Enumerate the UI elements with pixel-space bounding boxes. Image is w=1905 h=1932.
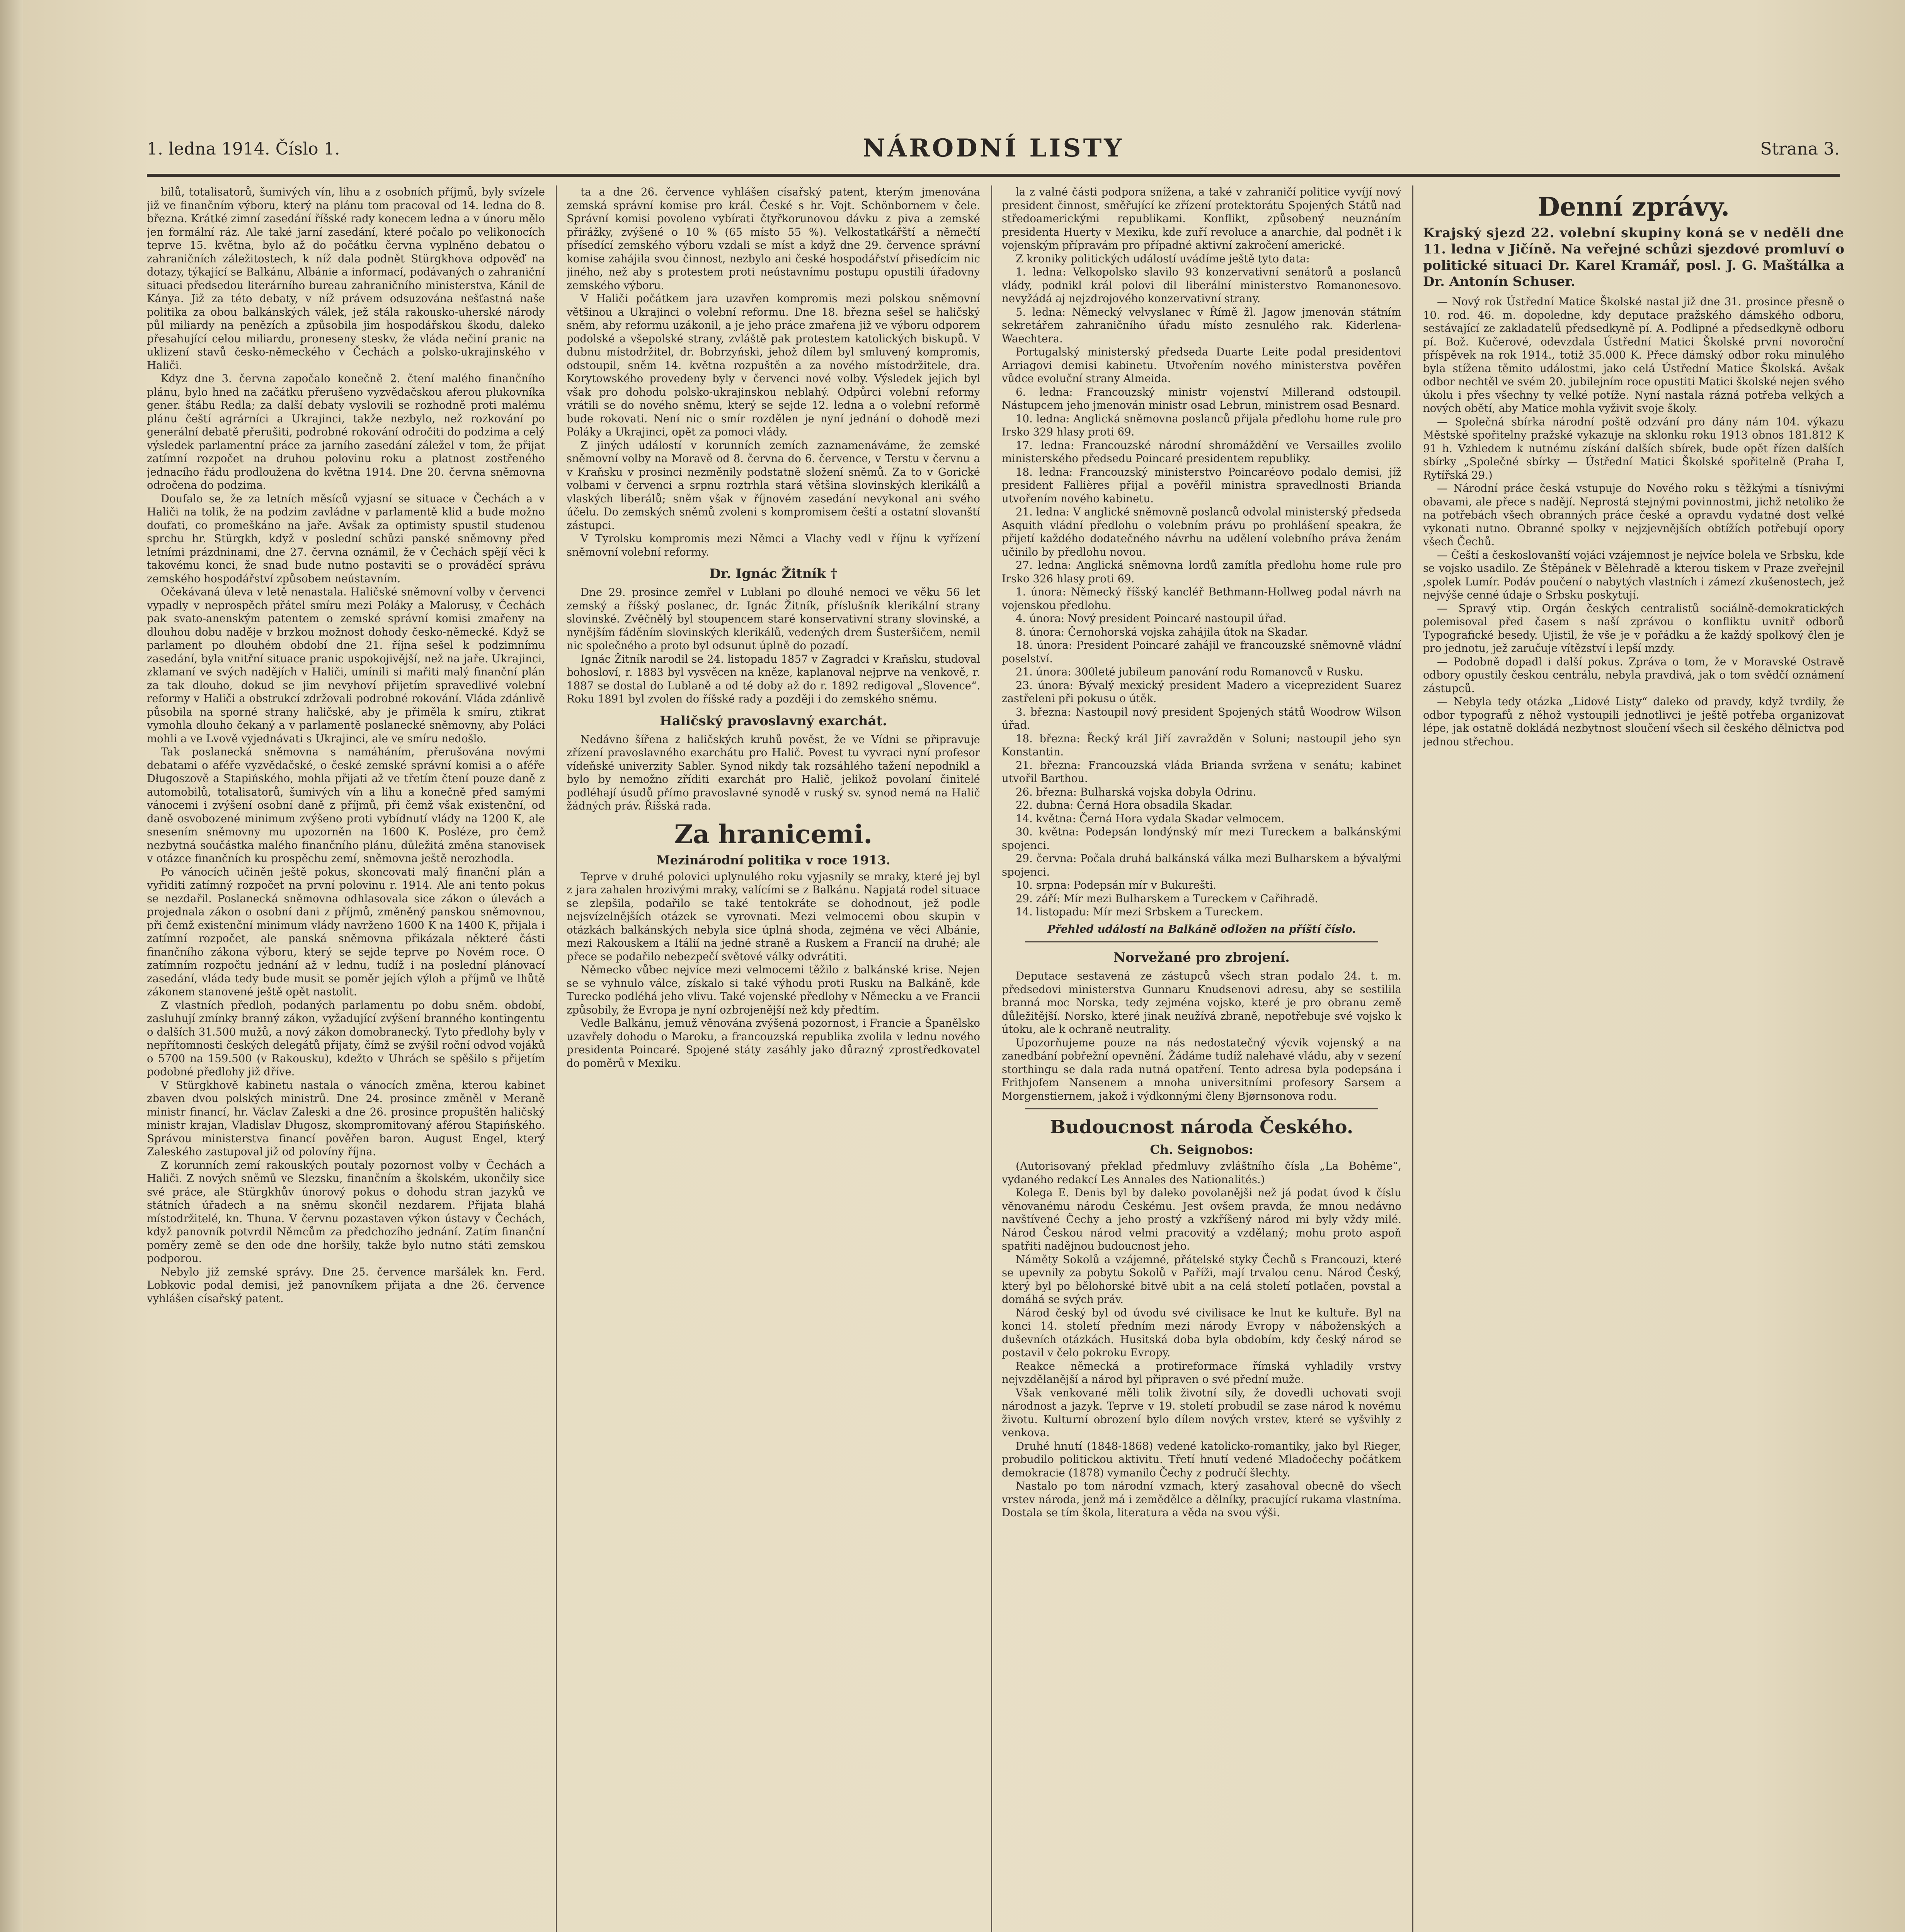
chronicle-entry: 1. ledna: Velkopolsko slavilo 93 konzervativní senátorů a poslanců vlády, podnikl král polovi dil liberální ministerstvo Romanonesovo. nevyžádá aj nejzdrojového konzervativní strany. — [1002, 265, 1401, 305]
chronicle-entry: 5. ledna: Německý velvyslanec v Římě žl. Jagow jmenován státním sekretářem zahraničního úřadu místo zesnulého rak. Kiderlena-Waechtera. — [1002, 305, 1401, 345]
chronicle-entry: 21. února: 300leté jubileum panování rodu Romanovců v Rusku. — [1016, 665, 1364, 678]
chronicle-entry: 1. února: Německý říšský kancléř Bethmann-Hollweg podal návrh na vojenskou předlohu. — [1002, 585, 1401, 612]
section-subheading: Mezinárodní politika v roce 1913. — [656, 852, 890, 867]
chronicle-entry: 17. ledna: Francouzské národní shromáždění ve Versailles zvolilo ministerského předsedu Poincaré presidentem republiky. — [1002, 439, 1401, 465]
chronicle-entry: 21. března: Francouzská vláda Brianda svržena v senátu; kabinet utvořil Barthou. — [1002, 759, 1401, 785]
article-heading: Dr. Ignác Žitník † — [709, 566, 838, 582]
chronicle-entry: 29. června: Počala druhá balkánská válka mezi Bulharskem a bývalými spojenci. — [1002, 852, 1401, 878]
chronicle-entry: 3. března: Nastoupil nový president Spojených států Woodrow Wilson úřad. — [1002, 705, 1401, 731]
chronicle-entry: 30. května: Podepsán londýnský mír mezi Tureckem a balkánskými spojenci. — [1002, 825, 1401, 852]
paragraph: (Autorisovaný překlad předmluvy zvláštního čísla „La Bohême“, vydaného redakcí Les Annales des Nationalités.) — [1002, 1160, 1401, 1186]
paragraph: la z valné části podpora snížena, a také v zahraničí politice vyvíjí nový president činnost, směřující ke zřízení protektorátu Spojených Států nad středoamerickými republikami. Konflikt, způsobený neuznáním presidenta Huerty v Mexiku, kde zuří revoluce a anarchie, dal podnět i k vojenským přípravám pro případné aktivní zakročení americké. — [1002, 185, 1401, 252]
paragraph: Národ český byl od úvodu své civilisace ke lnut ke kultuře. Byl na konci 14. století předním mezi národy Evropy v náboženských a duševních otázkách. Husitská doba byla obdobím, kdy český národ se postavil v čelo pokroku Evropy. — [1002, 1306, 1401, 1359]
page-number: Strana 3. — [1760, 139, 1840, 159]
paragraph: — Spravý vtip. Orgán českých centralistů sociálně-demokratických polemisoval před časem s naší zprávou o konfliktu uvnitř odborů Typografické besedy. Ujistil, že vše je v pořádku a že každý spolkový člen je pro jednotu, jež zaručuje vítězství i lepší mzdy. — [1423, 602, 1844, 655]
paragraph: — Nový rok Ústřední Matice Školské nastal již dne 31. prosince přesně o 10. rod. 46. m. dopoledne, kdy deputace pražského dámského odboru, sestávající ze zakladatelů předsedkyně pí. A. Podlipné a předsedkyně odboru pí. Bož. Kučerové, odevzdala Ústřední Matici Školské první novoroční příspěvek na rok 1914., totiž 35.000 K. Přece dámský odbor roku minulého byla stížena těmito událostmi, jako celá Ústřední Matice Školská. Avšak odbor nechtěl ve svém 20. jubilejním roce opustiti Matici školské nejen svého úkolu i přes všechny ty velké potíže. Nyní nastala rázná potřeba velkých a nových obětí, aby Matice mohla vyživit svoje školy. — [1423, 295, 1844, 415]
chronicle-entry: 10. srpna: Podepsán mír v Bukurešti. — [1016, 879, 1217, 891]
column-rule — [556, 185, 557, 1932]
paragraph: Kdyz dne 3. června započalo konečně 2. čtení malého finančního plánu, bylo hned na začátku přerušeno vyzvědačskou aferou plukovníka gener. štábu Redla; za další debaty vyslovili se rozhodně proti malému plánu čeští agrárníci a Ukrajinci, takže nezbylo, než rozkování po generální debatě přerušiti, podrobné rokování odročiti do podzima a celý výsledek parlamentní práce za jarního zasedání záležel v tom, že přijat zatímní rozpočet na druhou polovinu roku a platnost zostřeného jednacího řádu prodloužena do května 1914. Dne 20. června sněmovna odročena do podzima. — [147, 372, 545, 492]
paragraph: V Tyrolsku kompromis mezi Němci a Vlachy vedl v říjnu k vyřízení sněmovní volební reformy. — [567, 532, 980, 558]
paragraph: Nastalo po tom národní vzmach, který zasahoval obecně do všech vrstev národa, jenž má i zemědělce a dělníky, pracující rukama vlastníma. Dostala se tím škola, literatura a věda na svou výši. — [1002, 1480, 1401, 1519]
column-4 — [1423, 185, 1844, 1932]
paragraph: Kolega E. Denis byl by daleko povolanějši než já podat úvod k číslu věnovanému národu Českému. Jest ovšem pravda, že mnou nedávno navštívené Čechy a jeho prostý a vzkříšený národ mi byly vždy milé. Národ Českou národ velmi pracovitý a vzdělaný; mohu proto aspoň spatřiti nadějnou budoucnost jeho. — [1002, 1186, 1401, 1252]
paragraph: Dne 29. prosince zemřel v Lublani po dlouhé nemoci ve věku 56 let zemský a říšský poslanec, dr. Ignác Žitník, příslušník klerikální strany slovinské. Zvěčnělý byl stoupencem staré konservativní strany slovinské, a nynějším fáděním slovinských klerikálů, vedených drem Šusteršičem, nemil nic společného a proto byl odsunut úplně do pozadí. — [567, 586, 980, 652]
chronicle-entry: 18. února: President Poincaré zahájil ve francouzské sněmovně vládní poselství. — [1002, 639, 1401, 665]
divider — [1025, 1108, 1378, 1109]
paragraph: Nedávno šířena z haličských kruhů pověst, že ve Vídni se připravuje zřízení pravoslavného exarchátu pro Halič. Povest tu vyvraci nyní profesor vídeňské univerzity Sabler. Synod nikdy tak rozsáhlého tažení nepodnikl a bylo by nemožno zříditi exarchát pro Halič, jelikož povolaní činitelé podléhají úsudů přímo pravoslavné synodě v ruský sv. synod nemá na Halič žádných práv. Říšská rada. — [567, 733, 980, 812]
chronicle-entry: 18. ledna: Francouzský ministerstvo Poincaréovo podalo demisi, jíž president Fallières přijal a pověřil ministra spravedlnosti Brianda utvořením nového kabinetu. — [1002, 465, 1401, 505]
paragraph: Ignác Žitník narodil se 24. listopadu 1857 v Zagradci v Kraňsku, studoval bohosloví, r. 1883 byl vysvěcen na kněze, kaplanoval nejprve na venkově, r. 1887 se dostal do Lublaně a od té doby až do r. 1892 redigoval „Slovence“. Roku 1891 byl zvolen do říšské rady a později i do zemského sněmu. — [567, 652, 980, 705]
chronicle-entry: 22. dubna: Černá Hora obsadila Skadar. — [1016, 799, 1233, 811]
chronicle-entry: 10. ledna: Anglická sněmovna poslanců přijala předlohu home rule pro Irsko 329 hlasy proti 69. — [1002, 412, 1401, 438]
chronicle-entry: 26. března: Bulharská vojska dobyla Odrinu. — [1016, 785, 1256, 798]
paragraph: — Podobně dopadl i další pokus. Zpráva o tom, že v Moravské Ostravě odbory opustily českou centrálu, nebyla pravdivá, jak o tom svědčí oznámení zástupců. — [1423, 655, 1844, 695]
paragraph: V Stürgkhově kabinetu nastala o vánocích změna, kterou kabinet zbaven dvou polských ministrů. Dne 24. prosince změněl v Meraně ministr financí, hr. Václav Zaleski a dne 26. prosince propuštěn haličský ministr krajan, Vladislav Długosz, skompromitovaný aférou Stapińského. Správou ministerstva financí pověřen baron. August Engel, který Zaleského zastupoval již od polovíny října. — [147, 1078, 545, 1158]
paragraph: — Čeští a českoslovanští vojáci vzájemnost je nejvíce bolela ve Srbsku, kde se vojsko usadilo. Ze Štěpánek v Bělehradě a kterou tiskem v Praze zveřejnil ,spolek Lumír. Podáv poučení o nabytých vlastních i zámezí zkušenostech, jež nejvýše cenné údaje o Srbsku poskytují. — [1423, 548, 1844, 601]
paragraph: Očekávaná úleva v letě nenastala. Haličské sněmovní volby v červenci vypadly v neprospěch přátel smíru mezi Poláky a Malorusy, v Čechách pak svato-anenským patentem o zemské správní komisi zmařeny na dlouhou dobu naděje v brzkou možnost dohody česko-německé. Když se parlament po dlouhém období dne 21. října sešel k podzimnímu zasedání, byla vnitřní situace pranic uspokojivější, než na jaře. Ukrajinci, zklamaní ve svých nadějích v Haliči, umínili si mařiti malý finanční plán za tak dlouho, dokud se jim nevyhoví přijetím spravedlivé volební reformy v Haliči a obstrukcí zdržovali podrobné rokování. Vláda zdánlivě působila na sporné strany haličské, aby je přiměla k smíru, ztikrat vymohla dlouho čekaný a v parlamentě poslanecké sněmovny, aby Poláci mohli a ve Lvově vyjednávati s Ukrajinci, ale ve smíru nedošlo. — [147, 585, 545, 745]
chronicle-entry: 14. května: Černá Hora vydala Skadar velmocem. — [1016, 812, 1285, 825]
chronicle-entry: 21. ledna: V anglické sněmovně poslanců odvolal ministerský předseda Asquith vládní předlohu o volebním právu po prohlášení speakra, že přijetí každého dodatečného návrhu na udělení volebního práva ženám učinilo by předlohu novou. — [1002, 505, 1401, 558]
paragraph: Náměty Sokolů a vzájemné, přátelské styky Čechů s Francouzi, které se upevnily za pobytu Sokolů v Paříži, mají trvalou cenu. Národ Český, který byl po bělohorské bitvě ubit a na celá století potlačen, povstal a domáhá se svých práv. — [1002, 1253, 1401, 1306]
article-heading: Haličský pravoslavný exarchát. — [659, 713, 887, 729]
divider — [1025, 941, 1378, 942]
section-heading: Za hranicemi. — [674, 819, 873, 849]
paragraph: Německo vůbec nejvíce mezi velmocemi těžilo z balkánské krise. Nejen se se vyhnulo válce, získalo si také výhodu proti Rusku na Balkáně, kde Turecko podléhá jeho vlivu. Také vojenské předlohy v Německu a ve Francii způsobily, že Evropa je nyní ozbrojenější než kdy předtím. — [567, 963, 980, 1016]
paragraph: Z vlastních předloh, podaných parlamentu po dobu sněm. období, zasluhují zmínky branný zákon, vyžadující zvýšení branného kontingentu o dalších 31.500 mužů, a nový zákon domobranecký. Tyto předlohy byly v nepřítomnosti českých delegátů přijaty, čímž se zvýšil roční odvod vojáků o 5700 na 159.500 (v Rakousku), kdežto v Uhrách se spěšilo s přijetím podobné předlohy již dříve. — [147, 998, 545, 1078]
paragraph: — Společná sbírka národní poště odzvání pro dány nám 104. výkazu Městské spořitelny pražské vykazuje na sklonku roku 1913 obnos 181.812 K 91 h. Vzhledem k nutnému získání dalších sbírek, bude opět řízen dalších sbírky „Společné sbírky — Ústřední Matici Školské spořitelně (Praha I, Rytířská 29.) — [1423, 415, 1844, 481]
paragraph: Tak poslanecká sněmovna s namáháním, přerušována novými debatami o aféře vyzvědačské, o české zemské správní komisi a o aféře Długoszově a Stapińského, mohla přijati až ve třetím čtení pouze daně z automobilů, totalisatorů, šumivých vín a lihu a konečně před samými vánocemi i zvýšení osobní daně z příjmů, při čemž však existenční, od daně osvobozené minimum zvýšeno proti vybídnutí vlády na 1200 K, ale snesením sněmovny mu upozorněn na 1600 K. Posléze, pro čemž nezbytná součástka malého finančního plánu, důležitá změna stanovisek v otázce finančních ku prospěchu zemí, sněmovna ještě nerozhodla. — [147, 745, 545, 865]
paragraph: — Národní práce česká vstupuje do Nového roku s těžkými a tísnivými obavami, ale přece s nadějí. Neprostá stejnými povinnostmi, jichž netoliko že na potřebách všech obranných práce české a opravdu vydatné dost velké vykonati nutno. Obranné spolky v nejzjevnějších obtížích potřebují opory všech Čechů. — [1423, 482, 1844, 548]
author-line: Ch. Seignobos: — [1150, 1142, 1253, 1157]
paragraph: Reakce německá a protireformace římská vyhladily vrstvy nejvzdělanější a národ byl připraven o své přední muže. — [1002, 1359, 1401, 1386]
paragraph: Vedle Balkánu, jemuž věnována zvýšená pozornost, i Francie a Španělsko uzavřely dohodu o Maroku, a francouzská republika zvolila v lednu nového presidenta Poincaré. Spojené státy zasáhly jako důrazný zprostředkovatel do poměrů v Mexiku. — [567, 1017, 980, 1070]
paragraph: ta a dne 26. července vyhlášen císařský patent, kterým jmenována zemská správní komise pro král. České s hr. Vojt. Schönbornem v čele. Správní komisi povoleno vybírati čtyřkorunovou dávku z piva a zemské přirážky, zvýšené o 10 % (65 místo 55 %). Velkostatkářští a němečtí přísedící zemského výboru vzdali se míst a když dne 29. července správní komise zahájila svou činnost, nezbylo ani české hospodářství přisedícím nic jiného, než aby s protestem proti neústavnímu postupu opustili úřadovny zemského výboru. — [567, 185, 980, 292]
page-spine — [0, 0, 23, 1932]
chronicle-entry: 4. února: Nový president Poincaré nastoupil úřad. — [1016, 612, 1287, 625]
paragraph: Z jiných událostí v korunních zemích zaznamenáváme, že zemské sněmovní volby na Moravě od 8. června do 6. července, v Terstu v červnu a v Kraňsku v prosinci nezměnily podstatně složení sněmů. Za to v Gorické volbami v červenci a srpnu roztrhla stará většina slovinských klerikálů a vlaských liberálů; sněm však v říjnovém zasedání nevykonal ani svého účelu. Do zemských sněmů zvoleni s kompromisem čeští a ostatní slovanští zástupci. — [567, 439, 980, 532]
editorial-note: Přehled událostí na Balkáně odložen na příští číslo. — [1047, 922, 1356, 935]
chronicle-entry: 6. ledna: Francouzský ministr vojenství Millerand odstoupil. Nástupcem jeho jmenován ministr osad Lebrun, ministrem osad Besnard. — [1002, 385, 1401, 412]
column-3 — [1002, 185, 1401, 1932]
column-2 — [567, 185, 980, 1932]
chronicle-entry: 14. listopadu: Mír mezi Srbskem a Tureckem. — [1016, 905, 1263, 918]
paragraph: Však venkované měli tolik životní síly, že dovedli uchovati svoji národnost a jazyk. Teprve v 19. století probudil se zase národ k novému životu. Kulturní obrození bylo dílem nových vrstev, které se vyšvihly z venkova. — [1002, 1386, 1401, 1439]
chronicle-entry: 8. února: Černohorská vojska zahájila útok na Skadar. — [1016, 625, 1308, 638]
issue-line: 1. ledna 1914. Číslo 1. — [147, 139, 340, 159]
chronicle-entry: 27. ledna: Anglická sněmovna lordů zamítla předlohu home rule pro Irsko 326 hlasy proti 69. — [1002, 559, 1401, 585]
chronicle-entry: 29. září: Mír mezi Bulharskem a Tureckem v Cařihradě. — [1016, 892, 1318, 905]
paragraph: Po vánocích učiněn ještě pokus, skoncovati malý finanční plán a vyřiditi zatímný rozpočet na první polovinu r. 1914. Ale ani tento pokus se nezdařil. Poslanecká sněmovna odhlasovala sice zákon o úlevách a projednala zákon o osobní dani z příjmů, změněný panskou sněmovnou, při čemž existenční minimum vlády navrženo 1600 K na 1400 K, přijala i zatímní rozpočet, ale panská sněmovna přikázala některé části finančního zákona výboru, který se sejde teprve po Novém roce. O zatímním rozpočtu jednání až v lednu, tudíž i na poslední plánovací zasedání, vláda tedy bude musit se poměr jejích výloh a příjmů ve lhůtě zákonem stanovené ještě opět nastolit. — [147, 865, 545, 998]
column-1 — [147, 185, 545, 1932]
paragraph: Z korunních zemí rakouských poutaly pozornost volby v Čechách a Haliči. Z nových sněmů ve Slezsku, finančním a školském, ukončily sice své práce, ale Stürgkhův únorový pokus o dohodu stran jazyků ve státních úřadech a na sněmu skončil nezdarem. Přijata blahá místodržitelé, kn. Thuna. V červnu pozastaven výkon ústavy v Čechách, když panovník potvrdil Němcům za předchozího jednání. Zatím finanční poměry země se den ode dne horšily, takže bylo nutno státi zemskou podporou. — [147, 1158, 545, 1265]
paragraph: V Haliči počátkem jara uzavřen kompromis mezi polskou sněmovní většinou a Ukrajinci o volební reformu. Dne 18. března sešel se haličský sněm, aby reformu uzákonil, a je jeho práce zmařena již ve výboru odporem podolské a všepolské strany, zvláště pak protestem katolických biskupů. V dubnu místodržitel, dr. Bobrzyński, jehož dílem byl smluvený kompromis, odstoupil, sněm 14. května rozpuštěn a za nového místodržitele, dra. Korytowského provedeny byly v červenci nové volby. Výsledek jejich byl však pro dohodu polsko-ukrajinskou neblahý. Odpůrci volební reformy vrátili se do nového sněmu, který se sejde 12. ledna a o volební reformě bude rokovati. Není nic o smír rozdělen je nyní jednání o dohodě mezi Poláky a Ukrajinci, opět za pomoci vlády. — [567, 292, 980, 438]
column-rule — [1412, 185, 1413, 1932]
page-header — [147, 131, 1840, 177]
article-heading: Norvežané pro zbrojení. — [1113, 950, 1290, 965]
paragraph: Upozorňujeme pouze na nás nedostatečný výcvik vojenský a na zanedbání pobřežní opevnění. Žádáme tudíž nalehavé vládu, aby v sezení storthingu se dala rada nutná opatření. Tento adresa byla podepsána i Frithjofem Nansenem a mnoha universitními profesory Sarsem a Morgenstiernem, jakož i výdkonnými členy Bjørnsonova rodu. — [1002, 1036, 1401, 1102]
paragraph: Teprve v druhé polovici uplynulého roku vyjasnily se mraky, které jej byl z jara zahalen hrozivými mraky, valícími se z Balkánu. Napjatá rodel situace se zlepšila, podařilo se také tentokráte se dohodnout, jež podle nejsvízelnějších otázek se vyrovnati. Mezi velmocemi obou skupin v otázkách balkánských nebyla sice úplná shoda, zejména ve věci Albánie, mezi Rakouskem a Itálií na jedné straně a Ruskem a Francií na druhé; ale přece se podařilo nebezpečí světové války odvrátiti. — [567, 870, 980, 963]
chronicle-entry: Portugalský ministerský předseda Duarte Leite podal presidentovi Arriagovi demisi kabinetu. Utvořením nového ministerstva pověřen vůdce evoluční strany Almeida. — [1002, 345, 1401, 385]
paragraph: — Nebyla tedy otázka „Lidové Listy“ daleko od pravdy, když tvrdily, že odbor typografů z něhož vystoupili jednotlivci je ještě potřeba organizovat lépe, jak ostatně dokládá nezbytnost sloučení všech sil českého dělnictva pod jednou střechou. — [1423, 695, 1844, 748]
paragraph: Deputace sestavená ze zástupců všech stran podalo 24. t. m. předsedovi ministerstva Gunnaru Knudsenovi adresu, aby se sestilila branná moc Norska, tedy zejména vojsko, které je pro obranu země důležitější. Norsko, které jinak neužívá zbraně, nepotřebuje své vojsko k útoku, ale k ochraně neutrality. — [1002, 969, 1401, 1036]
section-heading: Denní zprávy. — [1537, 192, 1730, 222]
chronicle-entry: 23. února: Bývalý mexický president Madero a viceprezident Suarez zastřeleni při pokusu o útěk. — [1002, 679, 1401, 705]
paragraph: Doufalo se, že za letních měsíců vyjasní se situace v Čechách a v Haliči na tolik, že na podzim zavládne v parlamentě klid a bude možno doufati, co promeškáno na jaře. Avšak za optimisty spustil studenou sprchu hr. Stürgkh, když v poslední schůzi panské sněmovny před letními prázdninami, dne 27. června oznámil, že v Čechách spějí věci k takovému konci, že snad bude nutno postaviti se o prováděcí správu zemského hospodářství způsobem neústavním. — [147, 492, 545, 585]
lead-announcement: Krajský sjezd 22. volební skupiny koná se v neděli dne 11. ledna v Jičíně. Na veřejné schůzi sjezdové promluví o politické situaci Dr. Karel Kramář, posl. J. G. Maštálka a Dr. Antonín Schuser. — [1423, 225, 1844, 289]
section-heading: Budoucnost národa Českého. — [1050, 1116, 1353, 1138]
paragraph: bilů, totalisatorů, šumivých vín, lihu a z osobních příjmů, byly svízele již ve finančním výboru, který na plánu tom pracoval od 14. ledna do 8. března. Krátké zimní zasedání říšské rady konecem ledna a v únoru mělo jen formální ráz. Ale také jarní zasedání, které počalo po velikonocích teprve 15. května, bylo až do počátku června vyplněno debatou o zahraničních záležitostech, k níž dala podnět Stürgkhova odpověď na dotazy, týkající se Balkánu, Albánie a informací, podávaných o zahraniční situaci předsedou literárního bureau zahraničního ministerstva, Kánil de Kánya. Již za této debaty, v níž právem odsuzována nešťastná naše politika za obou balkánských válek, jež stála rakousko-uherské národy půl miliardy na penězích a způsobila jim hospodářskou škodu, daleko přesahující celou miliardu, proneseny steskv, že vláda nečiní pranic na uklizení stavů česko-německého v Čechách a polsko-ukrajinského v Haliči. — [147, 185, 545, 372]
column-rule — [991, 185, 992, 1932]
chronicle-entry: 18. března: Řecký král Jiří zavražděn v Soluni; nastoupil jeho syn Konstantin. — [1002, 732, 1401, 758]
paragraph: Nebylo již zemské správy. Dne 25. července maršálek kn. Ferd. Lobkovic podal demisi, jež panovníkem přijata a dne 26. července vyhlášen císařský patent. — [147, 1265, 545, 1305]
paragraph: Druhé hnutí (1848-1868) vedené katolicko-romantiky, jako byl Rieger, probudilo politickou aktivitu. Třetí hnutí vedené Mladočechy počátkem demokracie (1878) vymanilo Čechy z područí šlechty. — [1002, 1439, 1401, 1479]
paragraph: Z kroniky politických událostí uvádíme ještě tyto data: — [1016, 252, 1310, 265]
masthead-title: NÁRODNÍ LISTY — [863, 134, 1124, 163]
